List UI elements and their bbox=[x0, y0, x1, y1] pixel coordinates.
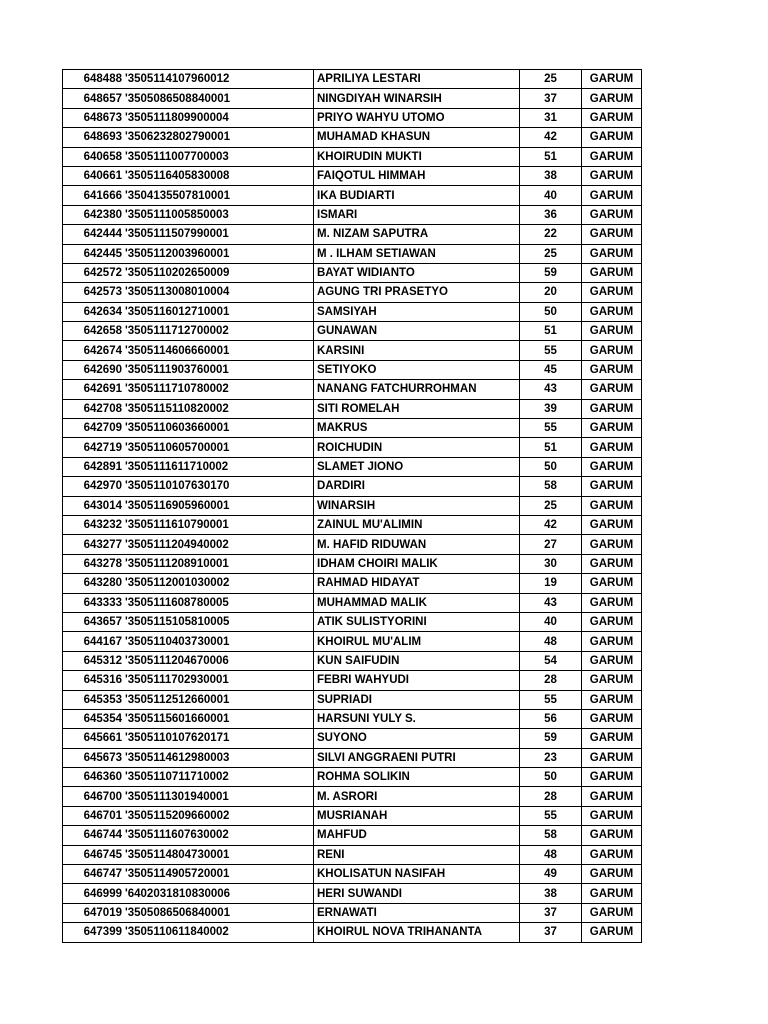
cell-age: 37 bbox=[520, 903, 582, 922]
cell-name: WINARSIH bbox=[314, 496, 520, 515]
cell-record-number: 648693 bbox=[63, 128, 125, 147]
cell-location: GARUM bbox=[582, 768, 642, 787]
cell-location: GARUM bbox=[582, 399, 642, 418]
cell-location: GARUM bbox=[582, 89, 642, 108]
cell-name: DARDIRI bbox=[314, 477, 520, 496]
table-row bbox=[63, 515, 642, 534]
cell-age: 22 bbox=[520, 225, 582, 244]
table-row bbox=[63, 244, 642, 263]
cell-location: GARUM bbox=[582, 496, 642, 515]
cell-age: 58 bbox=[520, 826, 582, 845]
cell-name: HERI SUWANDI bbox=[314, 884, 520, 903]
cell-age: 50 bbox=[520, 302, 582, 321]
cell-age: 43 bbox=[520, 593, 582, 612]
cell-nik: '3505116905960001 bbox=[124, 496, 314, 515]
data-table bbox=[62, 69, 642, 943]
cell-location: GARUM bbox=[582, 515, 642, 534]
cell-location: GARUM bbox=[582, 806, 642, 825]
cell-nik: '3505111005850003 bbox=[124, 205, 314, 224]
cell-location: GARUM bbox=[582, 865, 642, 884]
cell-record-number: 648488 bbox=[63, 70, 125, 89]
cell-nik: '3505111610790001 bbox=[124, 515, 314, 534]
table-row bbox=[63, 884, 642, 903]
cell-nik: '3505111208910001 bbox=[124, 554, 314, 573]
cell-location: GARUM bbox=[582, 438, 642, 457]
table-row bbox=[63, 865, 642, 884]
cell-age: 19 bbox=[520, 574, 582, 593]
cell-age: 48 bbox=[520, 845, 582, 864]
table-row bbox=[63, 322, 642, 341]
table-row bbox=[63, 128, 642, 147]
cell-nik: '3505110403730001 bbox=[124, 632, 314, 651]
table-row bbox=[63, 70, 642, 89]
cell-age: 43 bbox=[520, 380, 582, 399]
cell-age: 55 bbox=[520, 419, 582, 438]
cell-nik: '3505111903760001 bbox=[124, 360, 314, 379]
cell-location: GARUM bbox=[582, 671, 642, 690]
cell-name: KUN SAIFUDIN bbox=[314, 651, 520, 670]
cell-record-number: 645353 bbox=[63, 690, 125, 709]
cell-nik: '3505116405830008 bbox=[124, 166, 314, 185]
cell-location: GARUM bbox=[582, 884, 642, 903]
cell-location: GARUM bbox=[582, 612, 642, 631]
cell-location: GARUM bbox=[582, 651, 642, 670]
table-row bbox=[63, 845, 642, 864]
cell-nik: '3505086508840001 bbox=[124, 89, 314, 108]
cell-age: 28 bbox=[520, 787, 582, 806]
cell-age: 25 bbox=[520, 70, 582, 89]
cell-name: MAHFUD bbox=[314, 826, 520, 845]
table-row bbox=[63, 283, 642, 302]
cell-record-number: 647019 bbox=[63, 903, 125, 922]
cell-record-number: 646745 bbox=[63, 845, 125, 864]
cell-location: GARUM bbox=[582, 322, 642, 341]
cell-record-number: 642690 bbox=[63, 360, 125, 379]
cell-age: 50 bbox=[520, 768, 582, 787]
table-row bbox=[63, 923, 642, 942]
cell-nik: '3505112512660001 bbox=[124, 690, 314, 709]
cell-name: AGUNG TRI PRASETYO bbox=[314, 283, 520, 302]
cell-location: GARUM bbox=[582, 632, 642, 651]
cell-nik: '3505114612980003 bbox=[124, 748, 314, 767]
table-row bbox=[63, 496, 642, 515]
cell-location: GARUM bbox=[582, 845, 642, 864]
cell-name: NINGDIYAH WINARSIH bbox=[314, 89, 520, 108]
cell-record-number: 642674 bbox=[63, 341, 125, 360]
cell-nik: '3505115209660002 bbox=[124, 806, 314, 825]
cell-name: MAKRUS bbox=[314, 419, 520, 438]
table-row bbox=[63, 903, 642, 922]
cell-nik: '3505110603660001 bbox=[124, 419, 314, 438]
cell-nik: '3505116012710001 bbox=[124, 302, 314, 321]
cell-age: 25 bbox=[520, 496, 582, 515]
table-row bbox=[63, 225, 642, 244]
cell-location: GARUM bbox=[582, 205, 642, 224]
cell-nik: '3505111204940002 bbox=[124, 535, 314, 554]
cell-record-number: 640658 bbox=[63, 147, 125, 166]
cell-nik: '3505086506840001 bbox=[124, 903, 314, 922]
cell-nik: '3505111301940001 bbox=[124, 787, 314, 806]
table-row bbox=[63, 748, 642, 767]
cell-age: 20 bbox=[520, 283, 582, 302]
cell-age: 38 bbox=[520, 884, 582, 903]
cell-age: 28 bbox=[520, 671, 582, 690]
cell-record-number: 642445 bbox=[63, 244, 125, 263]
table-row bbox=[63, 302, 642, 321]
cell-record-number: 642380 bbox=[63, 205, 125, 224]
cell-nik: '3505111607630002 bbox=[124, 826, 314, 845]
cell-record-number: 643278 bbox=[63, 554, 125, 573]
cell-name: ATIK SULISTYORINI bbox=[314, 612, 520, 631]
cell-record-number: 642891 bbox=[63, 457, 125, 476]
cell-age: 49 bbox=[520, 865, 582, 884]
cell-name: M. ASRORI bbox=[314, 787, 520, 806]
cell-age: 54 bbox=[520, 651, 582, 670]
cell-nik: '3505111007700003 bbox=[124, 147, 314, 166]
cell-name: KHOIRUL NOVA TRIHANANTA bbox=[314, 923, 520, 942]
table-row bbox=[63, 186, 642, 205]
cell-name: SUPRIADI bbox=[314, 690, 520, 709]
cell-age: 58 bbox=[520, 477, 582, 496]
cell-name: MUHAMAD KHASUN bbox=[314, 128, 520, 147]
table-row bbox=[63, 671, 642, 690]
cell-age: 55 bbox=[520, 806, 582, 825]
table-row bbox=[63, 729, 642, 748]
cell-name: SITI ROMELAH bbox=[314, 399, 520, 418]
cell-location: GARUM bbox=[582, 302, 642, 321]
cell-record-number: 645673 bbox=[63, 748, 125, 767]
cell-age: 38 bbox=[520, 166, 582, 185]
cell-age: 55 bbox=[520, 690, 582, 709]
cell-age: 30 bbox=[520, 554, 582, 573]
table-row bbox=[63, 806, 642, 825]
cell-name: IDHAM CHOIRI MALIK bbox=[314, 554, 520, 573]
cell-name: RENI bbox=[314, 845, 520, 864]
cell-location: GARUM bbox=[582, 263, 642, 282]
cell-record-number: 642708 bbox=[63, 399, 125, 418]
cell-name: SUYONO bbox=[314, 729, 520, 748]
cell-record-number: 642444 bbox=[63, 225, 125, 244]
table-row bbox=[63, 709, 642, 728]
cell-record-number: 646999 bbox=[63, 884, 125, 903]
cell-age: 48 bbox=[520, 632, 582, 651]
cell-record-number: 646747 bbox=[63, 865, 125, 884]
cell-record-number: 642634 bbox=[63, 302, 125, 321]
cell-record-number: 643232 bbox=[63, 515, 125, 534]
cell-age: 59 bbox=[520, 729, 582, 748]
cell-nik: '3505111611710002 bbox=[124, 457, 314, 476]
cell-location: GARUM bbox=[582, 244, 642, 263]
cell-nik: '3505110107630170 bbox=[124, 477, 314, 496]
cell-location: GARUM bbox=[582, 709, 642, 728]
cell-record-number: 642709 bbox=[63, 419, 125, 438]
cell-name: BAYAT WIDIANTO bbox=[314, 263, 520, 282]
cell-name: ZAINUL MU'ALIMIN bbox=[314, 515, 520, 534]
cell-name: ROICHUDIN bbox=[314, 438, 520, 457]
cell-record-number: 644167 bbox=[63, 632, 125, 651]
cell-name: APRILIYA LESTARI bbox=[314, 70, 520, 89]
cell-name: MUSRIANAH bbox=[314, 806, 520, 825]
cell-location: GARUM bbox=[582, 419, 642, 438]
cell-nik: '3505111809900004 bbox=[124, 108, 314, 127]
cell-nik: '3505114107960012 bbox=[124, 70, 314, 89]
cell-name: FAIQOTUL HIMMAH bbox=[314, 166, 520, 185]
cell-location: GARUM bbox=[582, 535, 642, 554]
cell-age: 23 bbox=[520, 748, 582, 767]
cell-record-number: 643277 bbox=[63, 535, 125, 554]
cell-age: 42 bbox=[520, 128, 582, 147]
table-row bbox=[63, 477, 642, 496]
cell-name: SILVI ANGGRAENI PUTRI bbox=[314, 748, 520, 767]
cell-age: 40 bbox=[520, 612, 582, 631]
cell-location: GARUM bbox=[582, 554, 642, 573]
table-row bbox=[63, 593, 642, 612]
cell-age: 56 bbox=[520, 709, 582, 728]
cell-location: GARUM bbox=[582, 923, 642, 942]
table-row bbox=[63, 651, 642, 670]
cell-nik: '3504135507810001 bbox=[124, 186, 314, 205]
cell-age: 51 bbox=[520, 438, 582, 457]
cell-nik: '3505110605700001 bbox=[124, 438, 314, 457]
table-row bbox=[63, 787, 642, 806]
cell-nik: '3505111710780002 bbox=[124, 380, 314, 399]
cell-nik: '3505114804730001 bbox=[124, 845, 314, 864]
table-row bbox=[63, 380, 642, 399]
cell-location: GARUM bbox=[582, 477, 642, 496]
cell-nik: '3505115105810005 bbox=[124, 612, 314, 631]
cell-record-number: 645312 bbox=[63, 651, 125, 670]
cell-record-number: 642719 bbox=[63, 438, 125, 457]
cell-age: 39 bbox=[520, 399, 582, 418]
cell-age: 31 bbox=[520, 108, 582, 127]
table-row bbox=[63, 554, 642, 573]
cell-age: 50 bbox=[520, 457, 582, 476]
cell-record-number: 643014 bbox=[63, 496, 125, 515]
cell-record-number: 642691 bbox=[63, 380, 125, 399]
cell-nik: '3505115601660001 bbox=[124, 709, 314, 728]
cell-name: ROHMA SOLIKIN bbox=[314, 768, 520, 787]
cell-name: M. HAFID RIDUWAN bbox=[314, 535, 520, 554]
cell-age: 42 bbox=[520, 515, 582, 534]
cell-name: KHOIRUL MU'ALIM bbox=[314, 632, 520, 651]
table-row bbox=[63, 147, 642, 166]
cell-location: GARUM bbox=[582, 147, 642, 166]
cell-name: RAHMAD HIDAYAT bbox=[314, 574, 520, 593]
cell-location: GARUM bbox=[582, 225, 642, 244]
cell-name: SAMSIYAH bbox=[314, 302, 520, 321]
cell-nik: '3505110611840002 bbox=[124, 923, 314, 942]
cell-location: GARUM bbox=[582, 457, 642, 476]
cell-nik: '3505111712700002 bbox=[124, 322, 314, 341]
cell-location: GARUM bbox=[582, 166, 642, 185]
cell-record-number: 640661 bbox=[63, 166, 125, 185]
table-row bbox=[63, 360, 642, 379]
cell-name: KHOLISATUN NASIFAH bbox=[314, 865, 520, 884]
cell-name: HARSUNI YULY S. bbox=[314, 709, 520, 728]
cell-nik: '6402031810830006 bbox=[124, 884, 314, 903]
cell-name: GUNAWAN bbox=[314, 322, 520, 341]
cell-record-number: 643657 bbox=[63, 612, 125, 631]
table-row bbox=[63, 632, 642, 651]
cell-nik: '3505112003960001 bbox=[124, 244, 314, 263]
cell-age: 25 bbox=[520, 244, 582, 263]
cell-nik: '3505114606660001 bbox=[124, 341, 314, 360]
cell-age: 40 bbox=[520, 186, 582, 205]
cell-record-number: 647399 bbox=[63, 923, 125, 942]
table-row bbox=[63, 205, 642, 224]
cell-name: SETIYOKO bbox=[314, 360, 520, 379]
cell-name: MUHAMMAD MALIK bbox=[314, 593, 520, 612]
cell-record-number: 646744 bbox=[63, 826, 125, 845]
cell-location: GARUM bbox=[582, 186, 642, 205]
cell-location: GARUM bbox=[582, 128, 642, 147]
cell-name: KHOIRUDIN MUKTI bbox=[314, 147, 520, 166]
cell-record-number: 641666 bbox=[63, 186, 125, 205]
table-row bbox=[63, 574, 642, 593]
cell-nik: '3505114905720001 bbox=[124, 865, 314, 884]
cell-location: GARUM bbox=[582, 360, 642, 379]
cell-location: GARUM bbox=[582, 787, 642, 806]
cell-location: GARUM bbox=[582, 690, 642, 709]
cell-name: ERNAWATI bbox=[314, 903, 520, 922]
cell-age: 55 bbox=[520, 341, 582, 360]
table-row bbox=[63, 89, 642, 108]
cell-location: GARUM bbox=[582, 70, 642, 89]
table-row bbox=[63, 612, 642, 631]
cell-record-number: 646701 bbox=[63, 806, 125, 825]
cell-record-number: 642573 bbox=[63, 283, 125, 302]
cell-location: GARUM bbox=[582, 574, 642, 593]
cell-nik: '3505110107620171 bbox=[124, 729, 314, 748]
cell-record-number: 648673 bbox=[63, 108, 125, 127]
cell-location: GARUM bbox=[582, 341, 642, 360]
cell-age: 37 bbox=[520, 89, 582, 108]
cell-nik: '3505111204670006 bbox=[124, 651, 314, 670]
table-row bbox=[63, 690, 642, 709]
table-body bbox=[63, 70, 642, 943]
cell-record-number: 643333 bbox=[63, 593, 125, 612]
cell-name: M . ILHAM SETIAWAN bbox=[314, 244, 520, 263]
cell-location: GARUM bbox=[582, 748, 642, 767]
table-row bbox=[63, 399, 642, 418]
cell-name: IKA BUDIARTI bbox=[314, 186, 520, 205]
cell-age: 45 bbox=[520, 360, 582, 379]
cell-location: GARUM bbox=[582, 593, 642, 612]
cell-record-number: 648657 bbox=[63, 89, 125, 108]
cell-name: PRIYO WAHYU UTOMO bbox=[314, 108, 520, 127]
cell-name: M. NIZAM SAPUTRA bbox=[314, 225, 520, 244]
cell-record-number: 645316 bbox=[63, 671, 125, 690]
cell-location: GARUM bbox=[582, 283, 642, 302]
cell-nik: '3505111702930001 bbox=[124, 671, 314, 690]
cell-name: ISMARI bbox=[314, 205, 520, 224]
cell-record-number: 642970 bbox=[63, 477, 125, 496]
cell-record-number: 642658 bbox=[63, 322, 125, 341]
cell-nik: '3505111507990001 bbox=[124, 225, 314, 244]
table-row bbox=[63, 108, 642, 127]
cell-record-number: 643280 bbox=[63, 574, 125, 593]
cell-record-number: 642572 bbox=[63, 263, 125, 282]
cell-nik: '3505112001030002 bbox=[124, 574, 314, 593]
cell-name: FEBRI WAHYUDI bbox=[314, 671, 520, 690]
cell-age: 37 bbox=[520, 923, 582, 942]
cell-record-number: 646360 bbox=[63, 768, 125, 787]
cell-age: 59 bbox=[520, 263, 582, 282]
cell-nik: '3505110202650009 bbox=[124, 263, 314, 282]
cell-name: NANANG FATCHURROHMAN bbox=[314, 380, 520, 399]
table-row bbox=[63, 535, 642, 554]
table-row bbox=[63, 341, 642, 360]
table-row bbox=[63, 768, 642, 787]
table-row bbox=[63, 166, 642, 185]
cell-record-number: 645661 bbox=[63, 729, 125, 748]
table-row bbox=[63, 419, 642, 438]
cell-location: GARUM bbox=[582, 903, 642, 922]
cell-age: 27 bbox=[520, 535, 582, 554]
table-row bbox=[63, 438, 642, 457]
cell-record-number: 646700 bbox=[63, 787, 125, 806]
cell-age: 51 bbox=[520, 322, 582, 341]
cell-location: GARUM bbox=[582, 108, 642, 127]
cell-record-number: 645354 bbox=[63, 709, 125, 728]
table-row bbox=[63, 457, 642, 476]
cell-location: GARUM bbox=[582, 380, 642, 399]
cell-name: KARSINI bbox=[314, 341, 520, 360]
cell-nik: '3505110711710002 bbox=[124, 768, 314, 787]
table-row bbox=[63, 826, 642, 845]
table-row bbox=[63, 263, 642, 282]
cell-nik: '3505115110820002 bbox=[124, 399, 314, 418]
cell-nik: '3505111608780005 bbox=[124, 593, 314, 612]
cell-age: 51 bbox=[520, 147, 582, 166]
cell-age: 36 bbox=[520, 205, 582, 224]
cell-location: GARUM bbox=[582, 729, 642, 748]
cell-nik: '3506232802790001 bbox=[124, 128, 314, 147]
cell-name: SLAMET JIONO bbox=[314, 457, 520, 476]
cell-location: GARUM bbox=[582, 826, 642, 845]
cell-nik: '3505113008010004 bbox=[124, 283, 314, 302]
